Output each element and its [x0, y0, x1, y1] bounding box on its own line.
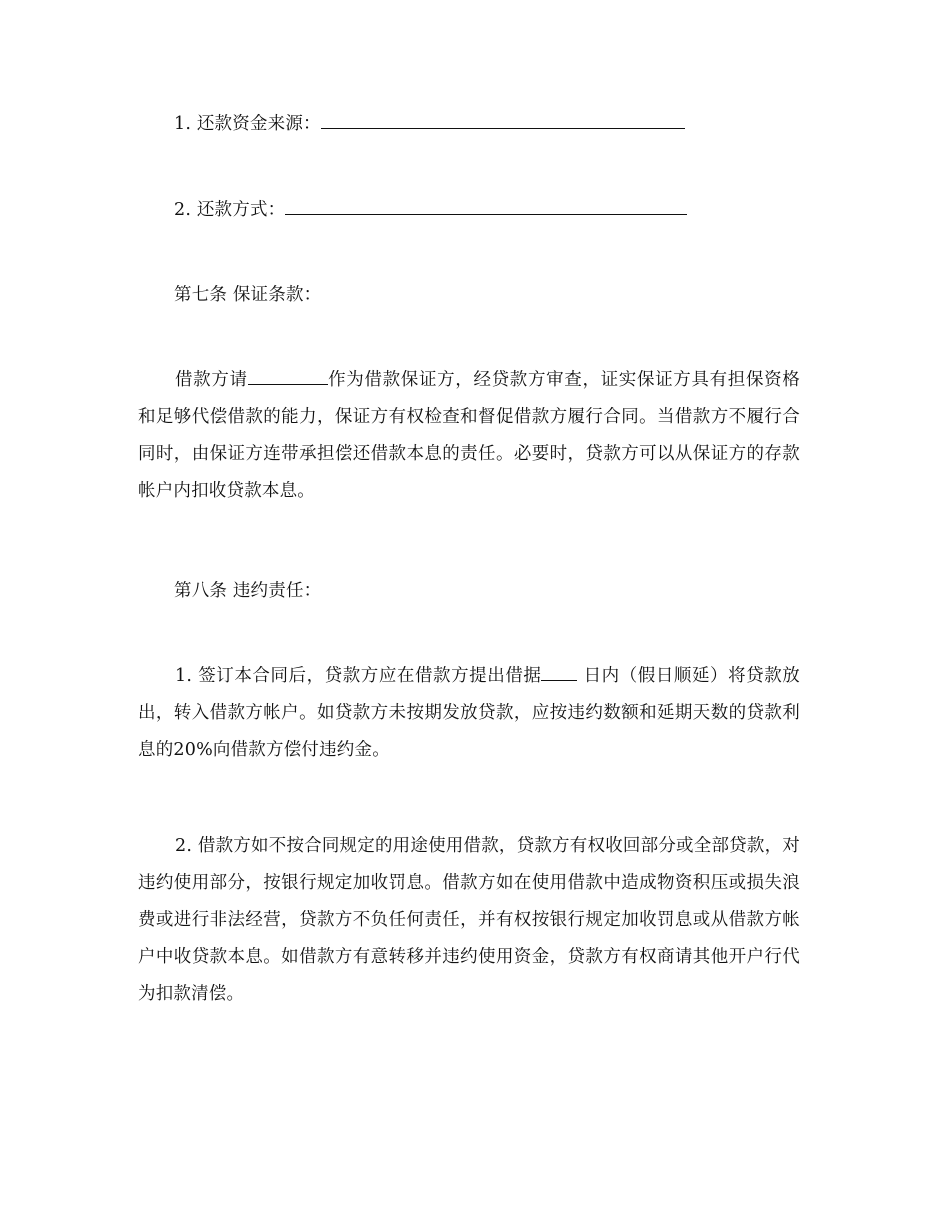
- article-7-body: [138, 362, 800, 510]
- article-8-clause-2: 2. 借款方如不按合同规定的用途使用借款，贷款方有权收回部分或全部贷款，对违约使用部分，按银行规定加收罚息。借款方如在使用借款中造成物资积压或损失浪费或进行非法经营，贷款方不负任何责任，并有权按银行规定加收罚息或从借款方帐户中收贷款本息。如借款方有意转移并违约使用资金，贷款方有权商请其他开户行代为扣款清偿。: [138, 836, 800, 1004]
- clause-1-text-before: 1. 签订本合同后，贷款方应在借款方提出借据: [175, 666, 542, 686]
- repayment-source-line: [174, 112, 685, 136]
- loan-days-blank[interactable]: [541, 664, 577, 681]
- repayment-method-label: 2. 还款方式：: [174, 200, 286, 220]
- clause-1-text-after: 日内（假日顺延）将贷款放出，转入借款方帐户。如贷款方未按期发放贷款，应按违约数额和延期天数的贷款利息的20%向借款方偿付违约金。: [138, 666, 800, 760]
- article-8-clause-1: [138, 658, 800, 769]
- repayment-source-blank[interactable]: [321, 112, 685, 129]
- article-7-heading: 第七条 保证条款：: [174, 285, 322, 305]
- article-8-heading: 第八条 违约责任：: [174, 581, 322, 601]
- repayment-method-line: [174, 198, 687, 222]
- article-7-text-after: 作为借款保证方，经贷款方审查，证实保证方具有担保资格和足够代偿借款的能力，保证方有权检查和督促借款方履行合同。当借款方不履行合同时，由保证方连带承担偿还借款本息的责任。必要时，贷款方可以从保证方的存款帐户内扣收贷款本息。: [138, 370, 800, 501]
- article-7-text-before: 借款方请: [175, 370, 248, 390]
- repayment-source-label: 1. 还款资金来源：: [174, 114, 321, 134]
- repayment-method-blank[interactable]: [285, 198, 687, 215]
- guarantor-name-blank[interactable]: [248, 368, 328, 385]
